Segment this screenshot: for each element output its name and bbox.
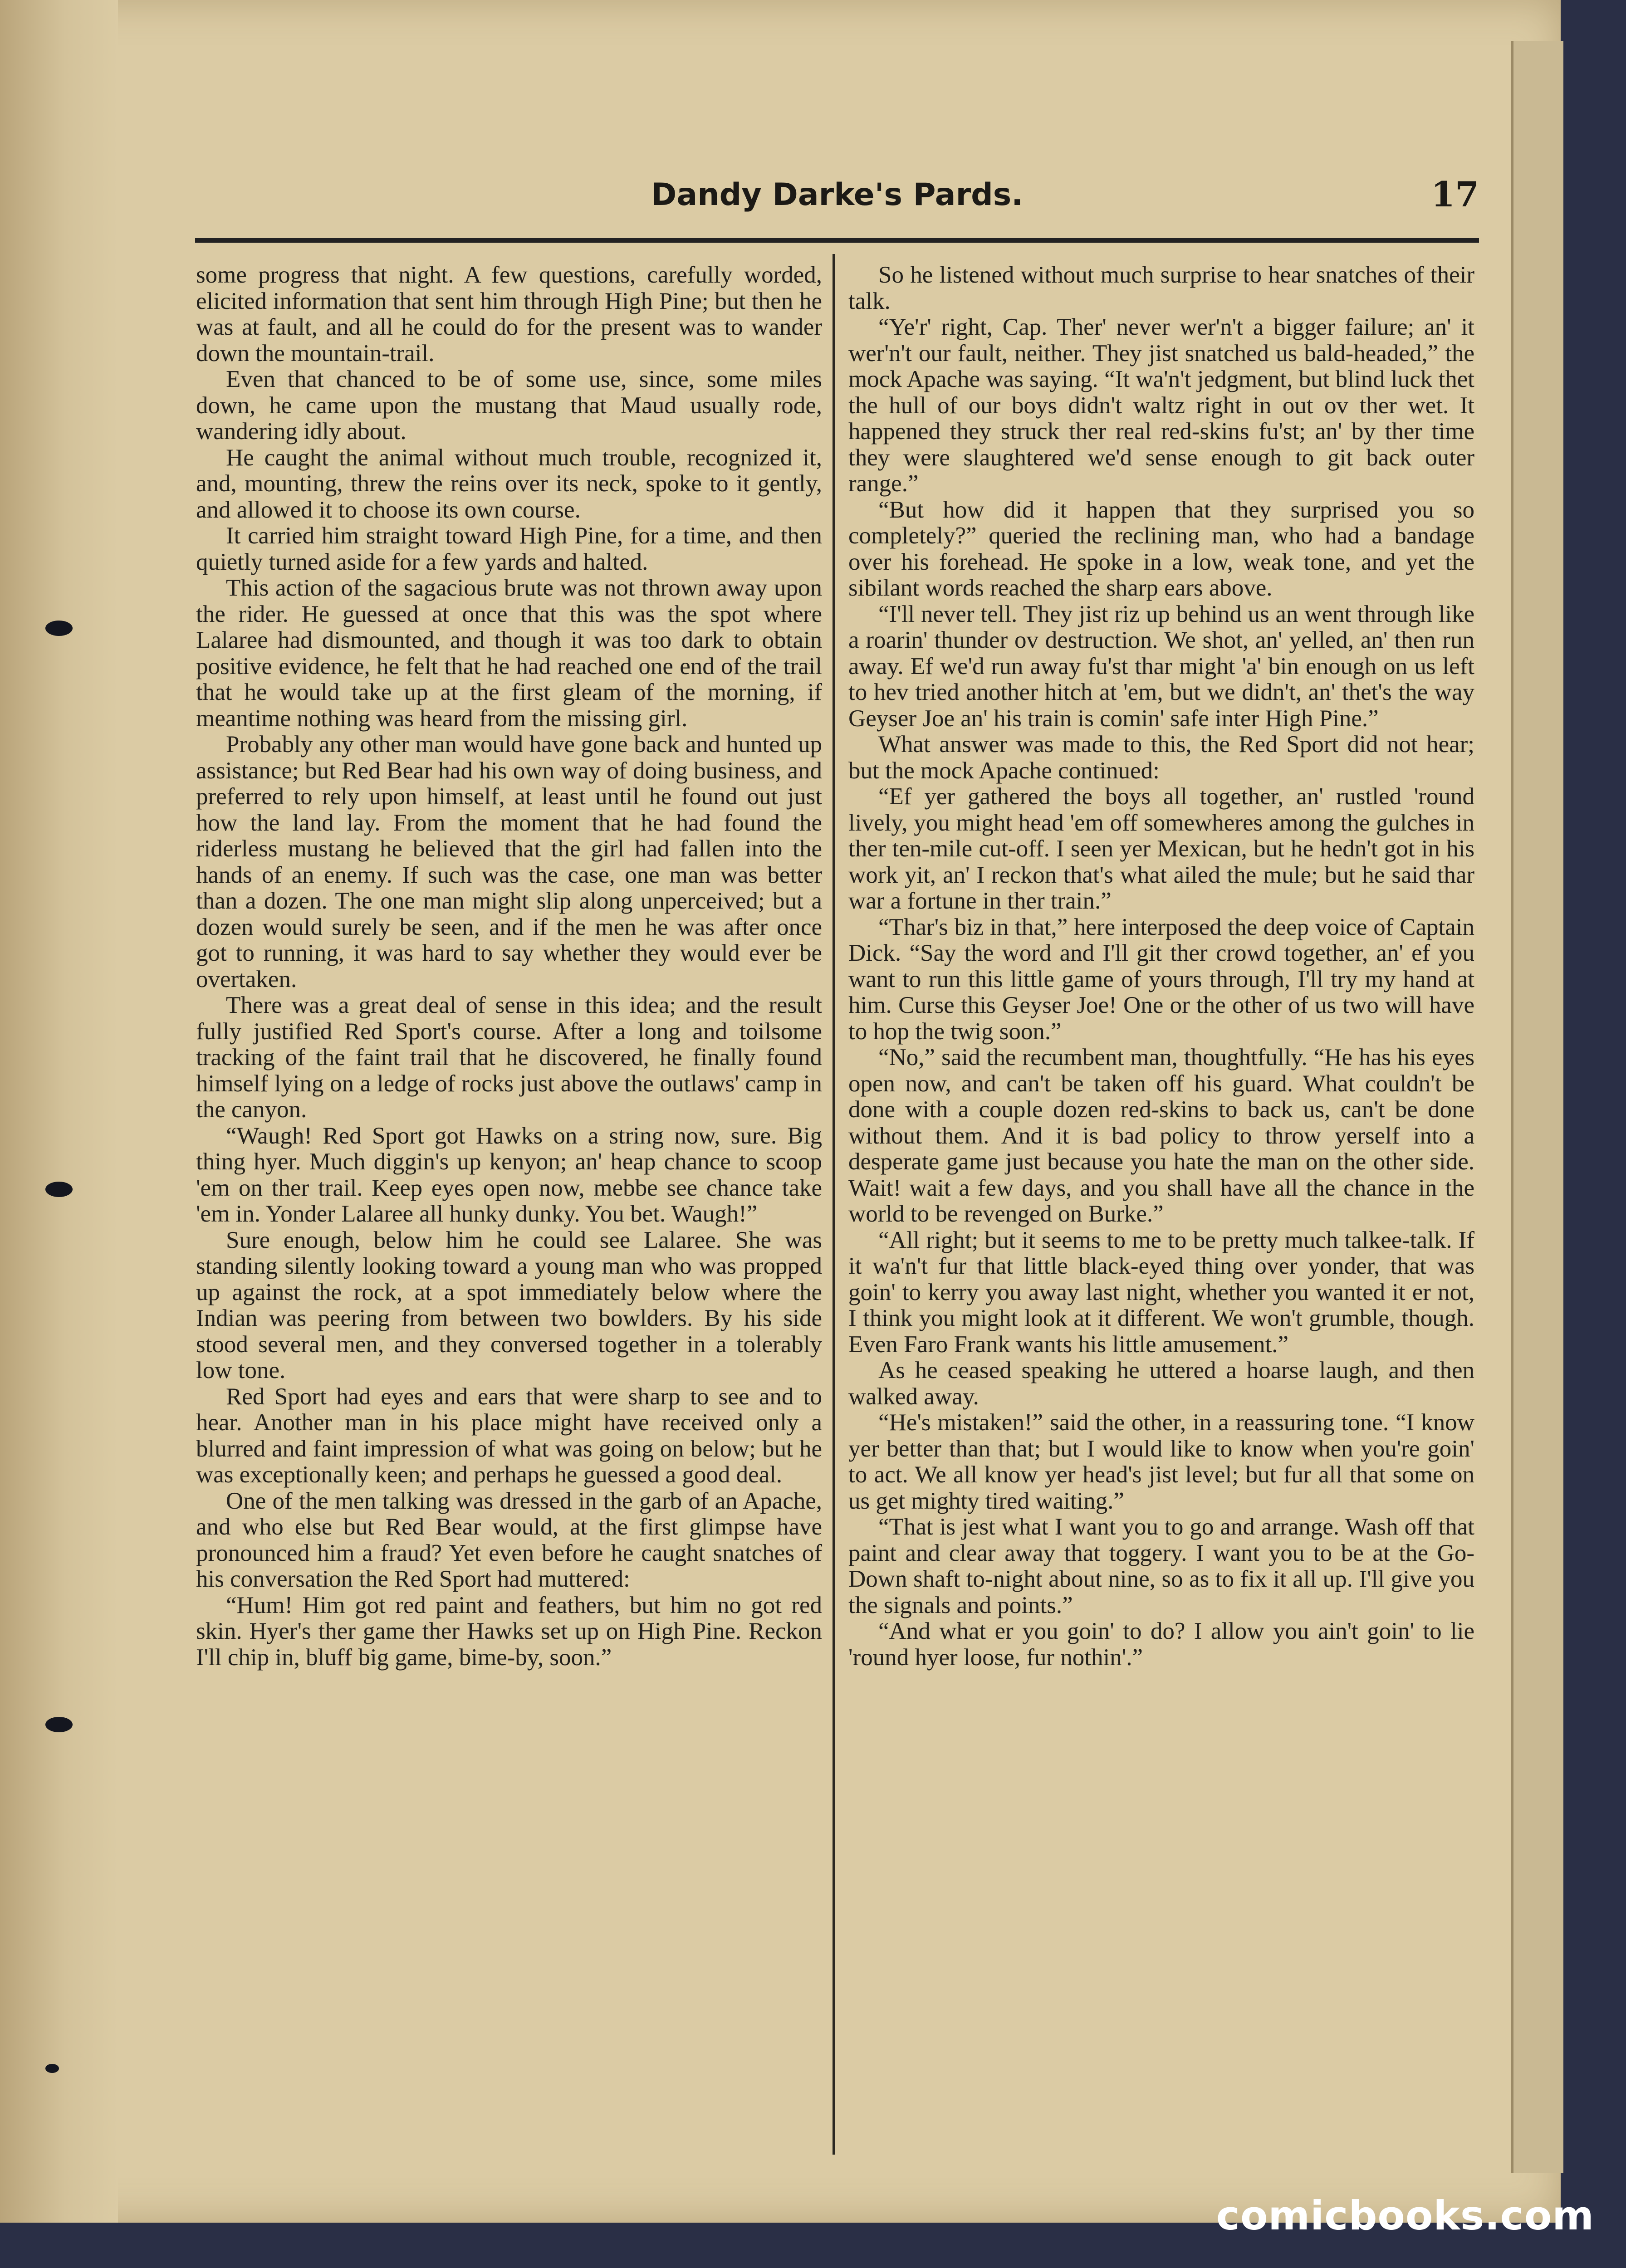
paragraph: “Waugh! Red Sport got Hawks on a string now, sure. Big thing hyer. Much diggin's up kenyon; an' heap chance to scoop 'em on ther trail. Keep eyes open now, mebbe see chance take 'em in. Yonder Lalaree all hunky dunky. You bet. Waugh!”: [196, 1122, 822, 1227]
paragraph: “That is jest what I want you to go and arrange. Wash off that paint and clear away that toggery. I want you to be at the Go-Down shaft to-night about nine, so as to fix it all up. I'll give you the signals and points.”: [848, 1514, 1474, 1618]
paragraph: So he listened without much surprise to hear snatches of their talk.: [848, 262, 1474, 314]
paragraph: some progress that night. A few questions, carefully worded, elicited information that sent him through High Pine; but then he was at fault, and all he could do for the present was to wander down the mountain-trail.: [196, 262, 822, 367]
binding-stitch: [45, 1182, 73, 1197]
paragraph: “Ef yer gathered the boys all together, an' rustled 'round lively, you might head 'em off somewheres among the gulches in ther ten-mile cut-off. I seen yer Mexican, but he hedn't got in his work yit, an' I reckon that's what ailed the mule; but he said thar war a fortune in ther train.”: [848, 783, 1474, 914]
paragraph: “All right; but it seems to me to be pretty much talkee-talk. If it wa'n't fur that little black-eyed thing over yonder, that was goin' to kerry you away last night, whether you wanted it er not, I think you might look at it different. We won't grumble, though. Even Faro Frank wants his little amusement.”: [848, 1227, 1474, 1358]
binding-stitch: [45, 2064, 59, 2073]
paragraph: “Thar's biz in that,” here interposed the deep voice of Captain Dick. “Say the word and I'll git ther crowd together, an' ef you want to run this little game of yours through, I'll try my hand at him. Curse this Geyser Joe! One or the other of us two will have to hop the twig soon.”: [848, 914, 1474, 1045]
running-title: Dandy Darke's Pards.: [651, 177, 1024, 213]
paragraph: Even that chanced to be of some use, since, some miles down, he came upon the mustang that Maud usually rode, wandering idly about.: [196, 366, 822, 445]
binding-gutter: [0, 0, 118, 2223]
paragraph: “But how did it happen that they surprised you so completely?” queried the reclining man, who had a bandage over his forehead. He spoke in a low, weak tone, and yet the sibilant words reached the sharp ears above.: [848, 496, 1474, 601]
paragraph: There was a great deal of sense in this idea; and the result fully justified Red Sport's course. After a long and toilsome tracking of the faint trail that he discovered, he finally found himself lying on a ledge of rocks just above the outlaws' camp in the canyon.: [196, 992, 822, 1123]
paragraph: It carried him straight toward High Pine, for a time, and then quietly turned aside for a few yards and halted.: [196, 523, 822, 575]
paragraph: This action of the sagacious brute was not thrown away upon the rider. He guessed at once that this was the spot where Lalaree had dismounted, and though it was too dark to obtain positive evidence, he felt that he had reached one end of the trail that he would take up at the first gleam of the morning, if meantime nothing was heard from the missing girl.: [196, 575, 822, 732]
paragraph: “No,” said the recumbent man, thoughtfully. “He has his eyes open now, and can't be taken off his guard. What couldn't be done with a couple dozen red-skins to back us, can't be done without them. And it is bad policy to throw yerself into a desperate game just because you hate the man on the other side. Wait! wait a few days, and you shall have all the chance in the world to be revenged on Burke.”: [848, 1044, 1474, 1227]
paragraph: He caught the animal without much trouble, recognized it, and, mounting, threw the reins over its neck, spoke to it gently, and allowed it to choose its own course.: [196, 444, 822, 523]
watermark: comicbooks.com: [1216, 2192, 1594, 2239]
column-divider: [833, 254, 835, 2155]
running-header: [195, 174, 1479, 227]
header-rule: [195, 238, 1479, 243]
paragraph: One of the men talking was dressed in the garb of an Apache, and who else but Red Bear would, at the first glimpse have pronounced him a fraud? Yet even before he caught snatches of his conversation the Red Sport had muttered:: [196, 1487, 822, 1592]
paragraph: “I'll never tell. They jist riz up behind us an went through like a roarin' thunder ov destruction. We shot, an' yelled, an' then run away. Ef we'd run away fu'st thar might 'a' bin enough on us left to hev tried another hitch at 'em, but we didn't, an' thet's the way Geyser Joe an' his train is comin' safe inter High Pine.”: [848, 601, 1474, 732]
paragraph: Sure enough, below him he could see Lalaree. She was standing silently looking toward a young man who was propped up against the rock, at a spot immediately below where the Indian was peering from between two bowlders. By his side stood several men, and they conversed together in a tolerably low tone.: [196, 1227, 822, 1383]
paragraph: “Hum! Him got red paint and feathers, but him no got red skin. Hyer's ther game ther Hawks set up on High Pine. Reckon I'll chip in, bluff big game, bime-by, soon.”: [196, 1592, 822, 1671]
right-column: [848, 262, 1474, 1671]
paragraph: Probably any other man would have gone back and hunted up assistance; but Red Bear had his own way of doing business, and preferred to rely upon himself, at least until he found out just how the land lay. From the moment that he had found the riderless mustang he believed that the girl had fallen into the hands of an enemy. If such was the case, one man was better than a dozen. The one man might slip along unperceived; but a dozen would surely be seen, and if the men he was after once got to running, it was hard to say whether they would ever be overtaken.: [196, 731, 822, 992]
binding-stitch: [45, 621, 73, 636]
binding-stitch: [45, 1717, 73, 1732]
page-number: 17: [1431, 174, 1479, 215]
paragraph: “Ye'r' right, Cap. Ther' never wer'n't a bigger failure; an' it wer'n't our fault, neither. They jist snatched us bald-headed,” the mock Apache was saying. “It wa'n't jedgment, but blind luck thet the hull of our boys didn't waltz right in out ov ther wet. It happened they struck ther real red-skins fu'st; an' by ther time they were slaughtered we'd sense enough to git back outer range.”: [848, 314, 1474, 497]
page-stack-edge: [1511, 41, 1563, 2173]
paragraph: Red Sport had eyes and ears that were sharp to see and to hear. Another man in his place might have received only a blurred and faint impression of what was going on below; but he was exceptionally keen; and perhaps he guessed a good deal.: [196, 1383, 822, 1488]
paragraph: “And what er you goin' to do? I allow you ain't goin' to lie 'round hyer loose, fur nothin'.”: [848, 1618, 1474, 1671]
left-column: [196, 262, 822, 1671]
paragraph: What answer was made to this, the Red Sport did not hear; but the mock Apache continued:: [848, 731, 1474, 784]
paragraph: As he ceased speaking he uttered a hoarse laugh, and then walked away.: [848, 1357, 1474, 1410]
paragraph: “He's mistaken!” said the other, in a reassuring tone. “I know yer better than that; but I would like to know when you're goin' to act. We all know yer head's jist level; but fur all that some on us get mighty tired waiting.”: [848, 1409, 1474, 1514]
